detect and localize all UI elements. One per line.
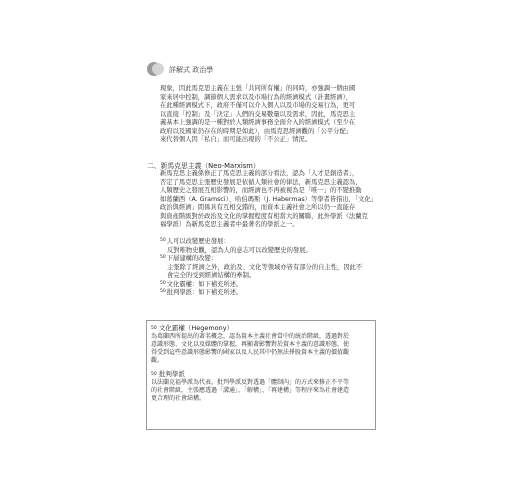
- header-title: 詳解式 政治學: [169, 66, 214, 74]
- list-item-text: 人可以改變歷史發展：: [166, 238, 230, 245]
- paragraph-line: 家來居中控制，調節個人需求以及市場行為的經濟模式（計畫經濟），: [160, 93, 353, 101]
- term-line: 更合理的社會結構。: [151, 395, 206, 402]
- paragraph-line: 否定了馬克思主張歷史發展是依循人類社會的律法，新馬克思主義認為，: [160, 178, 362, 186]
- intro-paragraph: [160, 85, 355, 145]
- paragraph-line: 人類歷史之發展互相影響的，而經濟也不再被視為是「唯一」的不變推動: [160, 187, 362, 194]
- list-item-detail: 主張除了經濟之外，政治及、文化等領域亦皆有部分的自主性，因此不: [167, 263, 363, 271]
- page-header: [147, 62, 213, 78]
- paragraph-line: 如葛蘭西（A. Gramsci）、哈伯瑪斯（J. Habermas）等學者皆指出，「文化」: [160, 195, 378, 203]
- paragraph-line: 義基本上強調的是一種對於人類經濟事務全面介入的經濟模式（至少在: [160, 119, 356, 126]
- footnote-marker: 50: [160, 255, 166, 260]
- paragraph-line: 福學派）為新馬克思主義者中最著名的學派之一。: [160, 221, 299, 228]
- paragraph-line: 政治與經濟」間係具有互相交錯的，而資本主義社會之所以仍一直能存: [160, 204, 356, 211]
- list-item: [160, 289, 362, 298]
- book-logo-icon: [147, 62, 163, 78]
- list-item: [160, 281, 362, 290]
- term-line: 觀。: [151, 357, 164, 364]
- supplement-box: [146, 320, 376, 430]
- list-item-text: 下層建構的改變：: [166, 255, 218, 262]
- term-line: 意識形態、文化以及媒體的掌握，再顯著影響對於資本主義的意識形態，使: [151, 341, 350, 348]
- term-title: 批判學派: [158, 370, 185, 378]
- footnote-marker: 50: [160, 280, 166, 286]
- list-item-detail: 反對唯物史觀，認為人的意志可以改變歷史的發展。: [167, 246, 312, 254]
- footnote-marker: 50: [151, 326, 157, 331]
- paragraph-line: 新馬克思主義係修正了馬克思主義的部分看法，認為「人才是創造者」，: [160, 170, 359, 177]
- term-heading: [151, 324, 371, 333]
- term-line: 的社會階級，主張應透過「溝通」、「解構」、「再建構」等程序來為社會建造: [151, 387, 350, 394]
- paragraph-line: 與資產階級對於政治及文化的掌握程度有相當大的關聯，此外學派（法蘭克: [160, 212, 368, 220]
- list-item: [160, 255, 362, 264]
- list-item-text: 文化霸權：如下補充所述。: [166, 280, 243, 288]
- footnote-marker: 50: [151, 372, 157, 377]
- point-list: [160, 238, 362, 298]
- footnote-marker: 50: [160, 289, 166, 294]
- section-heading: 二、新馬克思主義（Neo-Marxism）: [147, 162, 260, 170]
- paragraph-line: 來代替個人因「私自」而可能出現的「不公正」情況。: [160, 136, 312, 143]
- term-heading: [151, 370, 371, 379]
- list-item-detail: 會完全的受到經濟結構的牽制。: [167, 272, 256, 279]
- footnote-marker: 50: [160, 238, 166, 243]
- paragraph-line: 以直接「控制」及「決定」人們的交易數量以及需求，因此，馬克思主: [160, 110, 356, 118]
- list-item-text: 批判學派：如下補充所述。: [166, 289, 243, 296]
- term-line: 得受到這些意識形態影響的國家以及人民其中仍無法掙脫資本主義的價值觀: [151, 349, 350, 356]
- paragraph-line: 在此種經濟模式下，政府不僅可以介入個人以及市場的交易行為，更可: [160, 102, 356, 109]
- paragraph-line: 現象，因此馬克思主義在主張「共同所有權」的同時，亦強調一個由國: [160, 85, 356, 92]
- term-line: 以法蘭克福學派為代表，批判學派反對透過「體制內」的方式來修正不平等: [151, 379, 350, 386]
- section-paragraph: [160, 170, 377, 230]
- list-item: [160, 238, 362, 247]
- term-title: 文化霸權（Hegemony）: [158, 324, 234, 332]
- paragraph-line: 政府以及國家仍存在的時期是如此），由馬克思經濟觀的「公平分配」: [160, 127, 353, 135]
- term-line: 為葛蘭西所提出的著名概念，認為資本主義社會當中的統治階級，透過對於: [151, 333, 350, 340]
